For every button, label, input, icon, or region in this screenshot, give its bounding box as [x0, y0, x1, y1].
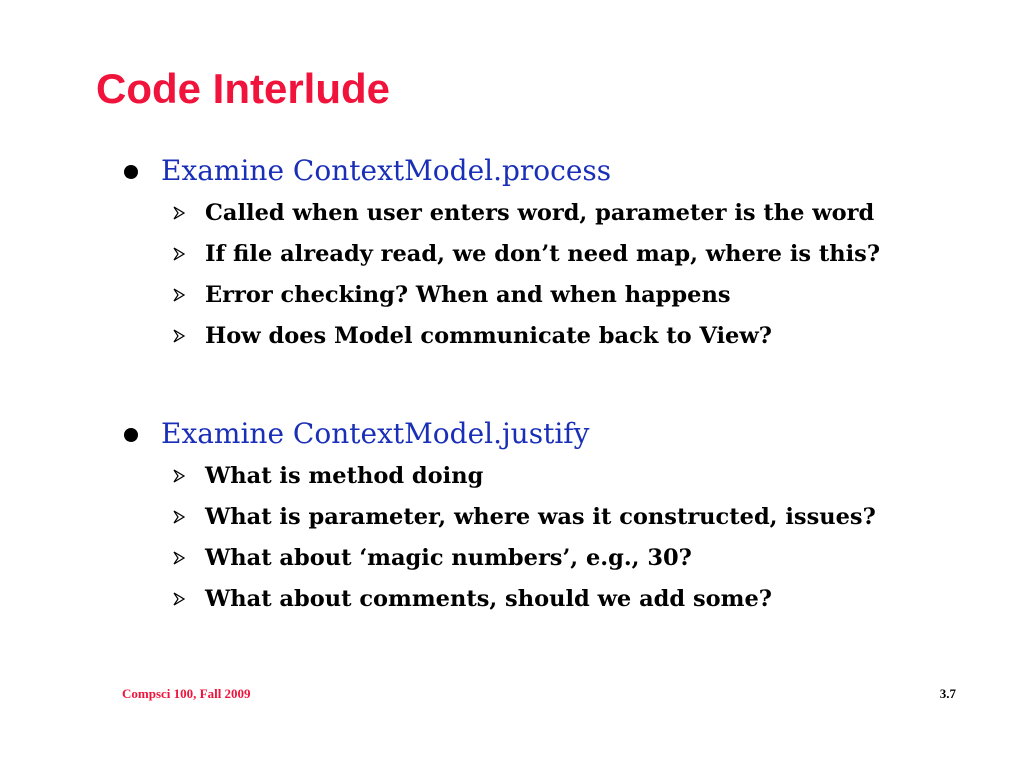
- arrowhead-icon: [173, 329, 185, 343]
- sub-bullet-item: [0, 538, 1024, 579]
- sub-bullet-text: What about comments, should we add some?: [205, 586, 772, 612]
- arrowhead-icon: [173, 510, 185, 524]
- bullet-item: [0, 149, 1024, 193]
- sub-bullet-text: How does Model communicate back to View?: [205, 323, 772, 349]
- sub-bullet-text: What is method doing: [205, 463, 484, 489]
- page-number: 3.7: [939, 686, 956, 701]
- sub-bullet-item: [0, 234, 1024, 275]
- arrowhead-icon: [173, 592, 185, 606]
- bullet-item: [0, 412, 1024, 456]
- sub-bullet-item: [0, 579, 1024, 620]
- sub-bullet-text: What about ‘magic numbers’, e.g., 30?: [205, 545, 692, 571]
- arrowhead-icon: [173, 206, 185, 220]
- sub-bullet-item: [0, 193, 1024, 234]
- sub-bullet-text: If file already read, we don’t need map, where is this?: [205, 241, 881, 267]
- sub-bullet-item: [0, 497, 1024, 538]
- arrowhead-icon: [173, 469, 185, 483]
- bullet-section: [0, 412, 1024, 620]
- footer-course: Compsci 100, Fall 2009: [122, 686, 251, 701]
- sub-bullet-item: [0, 456, 1024, 497]
- bullet-heading: Examine ContextModel.process: [161, 154, 612, 187]
- bullet-heading: Examine ContextModel.justify: [161, 417, 590, 450]
- sub-bullet-item: [0, 316, 1024, 357]
- arrowhead-icon: [173, 247, 185, 261]
- bullet-dot-icon: [124, 428, 138, 442]
- sub-bullet-text: Error checking? When and when happens: [205, 282, 731, 308]
- bullet-dot-icon: [124, 165, 138, 179]
- arrowhead-icon: [173, 551, 185, 565]
- sub-bullet-text: Called when user enters word, parameter is the word: [205, 200, 875, 226]
- sub-bullet-item: [0, 275, 1024, 316]
- arrowhead-icon: [173, 288, 185, 302]
- sub-bullet-text: What is parameter, where was it constructed, issues?: [205, 504, 876, 530]
- slide-title: Code Interlude: [96, 65, 391, 112]
- bullet-section: [0, 149, 1024, 357]
